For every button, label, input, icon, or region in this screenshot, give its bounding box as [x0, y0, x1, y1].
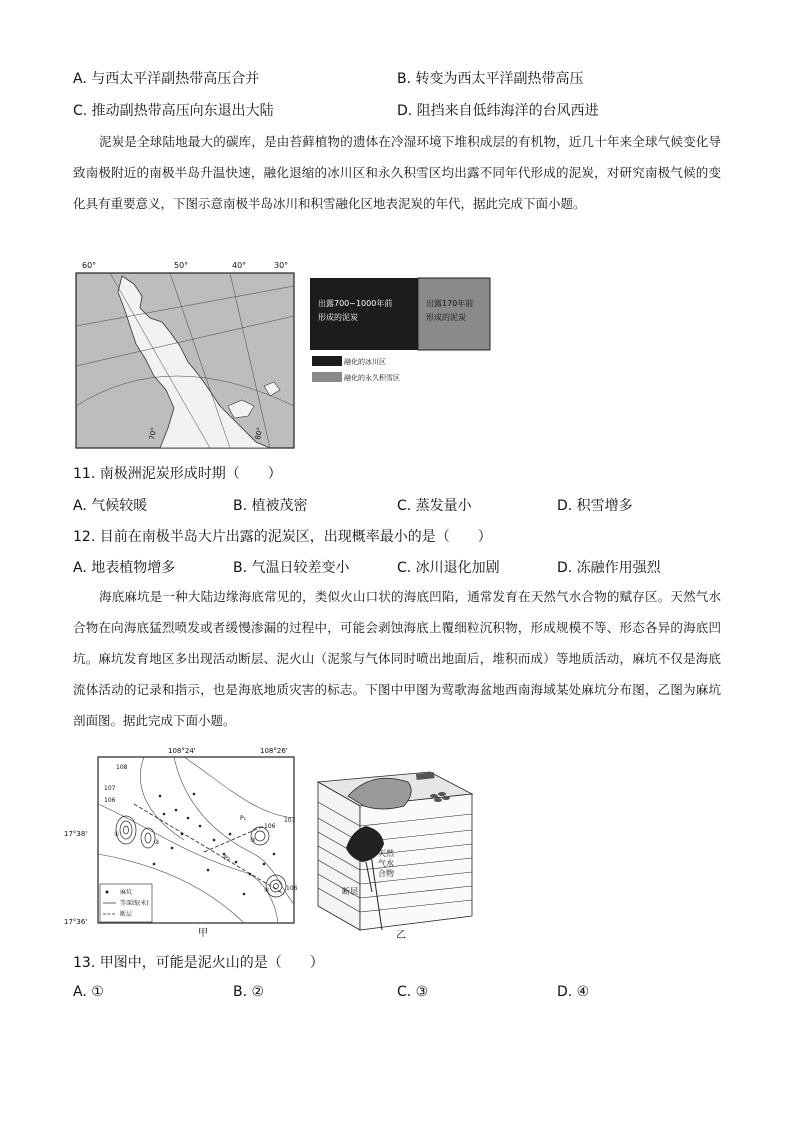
passage-pockmark-text: 海底麻坑是一种大陆边缘海底常见的，类似火山口状的海底凹陷，通常发育在天然气水合物的赋存区。天然气水合物在向海底猛烈喷发或者缓慢渗漏的过程中，可能会剥蚀海底上覆细粒沉积物，形成规模不等、形态各异的海底凹坑。麻坑发育地区多出现活动断层、泥火山（泥浆与气体同时喷出地面后，堆积而成）等地质活动，麻坑不仅是海底流体活动的记录和指示，也是海底地质灾害的标志。下图中甲图为莺歌海盆地西南海域某处麻坑分布图，乙图为麻坑剖面图。据此完成下面小题。 — [73, 589, 721, 728]
map-jia-legend — [100, 884, 152, 922]
q11-option-b: B. 植被茂密 — [233, 498, 308, 514]
lon-label-50: 50° — [174, 261, 189, 270]
passage-peat — [73, 126, 721, 219]
legend-box-new-line2: 形成的泥炭 — [426, 313, 466, 322]
q13-option-d: D. ④ — [557, 984, 590, 1000]
antarctic-peninsula-map — [70, 256, 500, 454]
q10-option-b: B. 转变为西太平洋副热带高压 — [397, 71, 584, 87]
q13-option-a: A. ① — [73, 984, 104, 1000]
legend-pockmark: 麻坑 — [120, 889, 133, 896]
block-right — [360, 794, 472, 930]
contour-label-4: 107 — [284, 817, 296, 824]
q12-option-a: A. 地表植物增多 — [73, 560, 176, 576]
q13-option-c: C. ③ — [397, 984, 429, 1000]
legend-snow-label: 融化的永久积雪区 — [344, 374, 400, 382]
q11-stem: 11. 南极洲泥炭形成时期（ ） — [73, 466, 282, 482]
yi-label-2: 气水 — [378, 859, 394, 868]
caption-yi: 乙 — [396, 930, 406, 940]
contour-label-2: 107 — [104, 785, 116, 792]
yi-label-3: 合物 — [378, 869, 394, 878]
q13-option-b: B. ② — [233, 984, 265, 1000]
circled-label-2: ② — [154, 839, 160, 846]
circled-label-4: ④ — [264, 887, 270, 894]
lat-label-70: 70° — [148, 426, 159, 441]
top-lon-right: 108°26' — [260, 747, 288, 755]
passage-peat-text: 泥炭是全球陆地最大的碳库，是由苔藓植物的遗体在冷湿环境下堆积成层的有机物，近几十年来全球气候变化导致南极附近的南极半岛升温快速，融化退缩的冰川区和永久积雪区均出露不同年代形成的泥炭，对研究南极气候的变化具有重要意义，下图示意南极半岛冰川和积雪融化区地表泥炭的年代，据此完成下面小题。 — [73, 134, 721, 211]
lon-label-60: 60° — [82, 261, 97, 270]
lon-label-30: 30° — [274, 261, 289, 270]
q12-option-d: D. 冻融作用强烈 — [557, 560, 661, 576]
q12-option-b: B. 气温日较差变小 — [233, 560, 350, 576]
pockmark-section-block — [312, 752, 482, 940]
legend-box-new-line1: 出露170年前 — [426, 299, 474, 308]
point-label-p1: P₁ — [240, 815, 247, 822]
q12-option-c: C. 冰川退化加剧 — [397, 560, 500, 576]
contour-label-1: 108 — [116, 764, 128, 771]
yi-label-1: 天然 — [378, 849, 394, 858]
lon-label-40: 40° — [232, 261, 247, 270]
top-lon-left: 108°24' — [168, 747, 196, 755]
map-legend — [310, 278, 490, 382]
legend-box-old-line1: 出露700~1000年前 — [318, 299, 393, 308]
q13-stem: 13. 甲图中，可能是泥火山的是（ ） — [73, 955, 324, 971]
q11-option-d: D. 积雪增多 — [557, 498, 633, 514]
left-lat-bottom: 17°36' — [64, 918, 88, 926]
q12-stem: 12. 目前在南极半岛大片出露的泥炭区，出现概率最小的是（ ） — [73, 529, 492, 545]
lat-label-80: 80° — [254, 426, 265, 441]
legend-swatch-glacier — [312, 356, 342, 366]
caption-jia: 甲 — [198, 928, 208, 939]
circled-label-1: ① — [114, 831, 120, 838]
yi-label-fault: 断层 — [342, 887, 358, 896]
legend-fault: 断层 — [120, 911, 133, 918]
passage-pockmark — [73, 581, 721, 736]
q10-option-d: D. 阻挡来自低纬海洋的台风西进 — [397, 103, 599, 119]
circled-label-3: ③ — [250, 837, 256, 844]
left-lat-top: 17°38' — [64, 830, 88, 838]
point-label-p2: P₂ — [224, 855, 231, 862]
q10-option-c: C. 推动副热带高压向东退出大陆 — [73, 103, 274, 119]
legend-glacier-label: 融化的冰川区 — [344, 358, 386, 366]
pockmark-distribution-map — [64, 744, 312, 940]
contour-label-3: 106 — [104, 797, 116, 804]
legend-contour: 等深线(米) — [120, 900, 149, 907]
q11-option-c: C. 蒸发量小 — [397, 498, 472, 514]
legend-swatch-snow — [312, 372, 342, 382]
legend-box-old-line2: 形成的泥炭 — [318, 313, 358, 322]
contour-label-5: 106 — [264, 823, 276, 830]
contour-label-6: 106 — [286, 885, 298, 892]
q11-option-a: A. 气候较暖 — [73, 498, 148, 514]
q10-option-a: A. 与西太平洋副热带高压合并 — [73, 71, 260, 87]
